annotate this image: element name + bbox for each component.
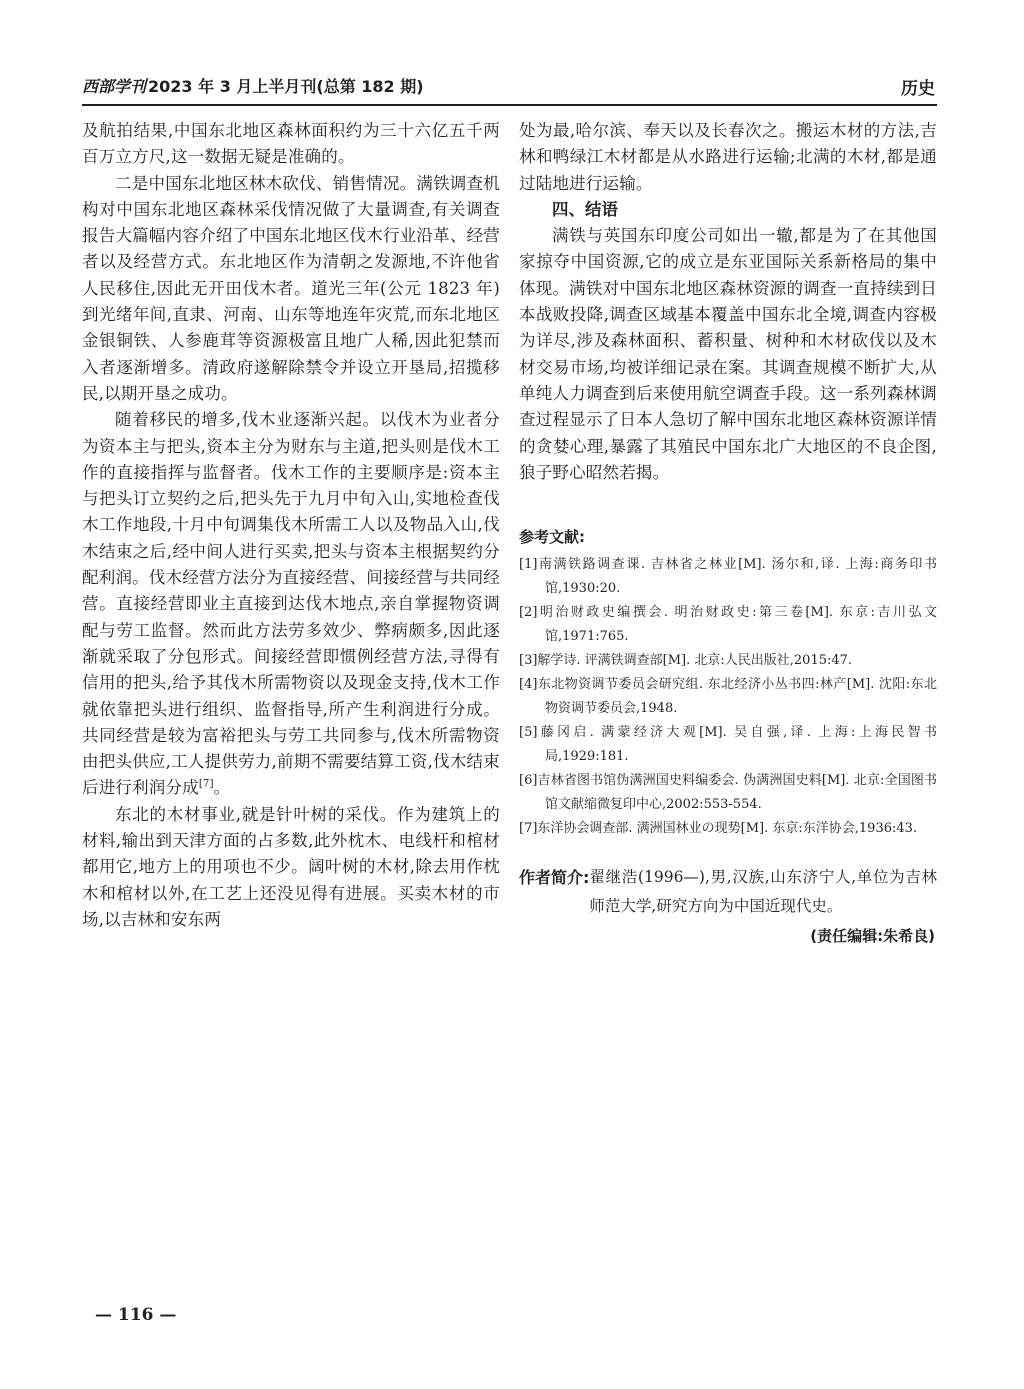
- author-text: 翟继浩(1996—),男,汉族,山东济宁人,单位为吉林师范大学,研究方向为中国近现代史。: [589, 868, 937, 916]
- author-label: 作者简介:: [519, 868, 590, 888]
- author-info: [519, 863, 937, 921]
- responsible-editor: (责任编辑:朱希良): [810, 927, 935, 946]
- reference-item: [2]明治财政史编撰会. 明治财政史:第三卷[M]. 东京:吉川弘文馆,1971:765.: [519, 605, 937, 645]
- reference-item: [5]藤冈启. 满蒙经济大观[M]. 吴自强,译. 上海:上海民智书局,1929:181.: [519, 725, 937, 765]
- section-heading: 四、结语: [552, 199, 618, 219]
- journal-issue: 2023 年 3 月上半月刊(总第 182 期): [148, 77, 424, 96]
- paragraph-5: 处为最,哈尔滨、奉天以及长春次之。搬运木材的方法,吉林和鸭绿江木材都是从水路进行运输;北满的木材,都是通过陆地进行运输。: [519, 121, 937, 193]
- paragraph-3-tail: 。: [213, 778, 231, 798]
- page-header: [82, 70, 937, 106]
- paragraph-1: 及航拍结果,中国东北地区森林面积约为三十六亿五千两百万立方尺,这一数据无疑是准确的。: [82, 121, 500, 167]
- paragraph-4: 东北的木材事业,就是针叶树的采伐。作为建筑上的材料,输出到天津方面的占多数,此外枕木、电线杆和棺材都用它,地方上的用项也不少。阔叶树的木材,除去用作枕木和棺材以外,在工艺上还没见得有进展。买卖木材的市场,以吉林和安东两: [82, 804, 500, 929]
- right-column: [519, 118, 937, 946]
- reference-item: [6]吉林省图书馆伪满洲国史料编委会. 伪满洲国史料[M]. 北京:全国图书馆文献缩微复印中心,2002:553-554.: [519, 773, 937, 813]
- reference-item: [4]东北物资调节委员会研究组. 东北经济小丛书四:林产[M]. 沈阳:东北物资调节委员会,1948.: [519, 677, 937, 717]
- journal-logo: 西部学刊: [82, 77, 147, 96]
- references: [519, 526, 937, 841]
- reference-item: [3]解学诗. 评满铁调查部[M]. 北京:人民出版社,2015:47.: [519, 653, 853, 669]
- paragraph-3-text: 随着移民的增多,伐木业逐渐兴起。以伐木为业者分为资本主与把头,资本主分为财东与主道,把头则是伐木工作的直接指挥与监督者。伐木工作的主要顺序是:资本主与把头订立契约之后,把头先于九月中旬入山,实地检查伐木工作地段,十月中旬调集伐木所需工人以及物品入山,伐木结束之后,经中间人进行买卖,把头与资本主根据契约分配利润。伐木经营方法分为直接经营、间接经营与共同经营。直接经营即业主直接到达伐木地点,亲自掌握物资调配与劳工监督。然而此方法劳多效少、弊病颇多,因此逐渐就采取了分包形式。间接经营即惯例经营方法,寻得有信用的把头,给予其伐木所需物资以及现金支持,伐木工作就依靠把头进行组织、监督指导,所产生利润进行分成。共同经营是较为富裕把头与劳工共同参与,伐木所需物资由把头供应,工人提供劳力,前期不需要结算工资,伐木结束后进行利润分成: [82, 410, 500, 798]
- journal-info: [82, 74, 424, 97]
- paragraph-3: [82, 407, 500, 801]
- citation-mark[interactable]: [7]: [198, 778, 214, 790]
- reference-item: [7]东洋协会调查部. 满洲国林业の现势[M]. 东京:东洋协会,1936:43.: [519, 821, 918, 837]
- paragraph-2: 二是中国东北地区林木砍伐、销售情况。满铁调查机构对中国东北地区森林采伐情况做了大量调查,有关调查报告大篇幅内容介绍了中国东北地区伐木行业沿革、经营者以及经营方式。东北地区作为清朝之发源地,不许他省人民移住,因此无开田伐木者。道光三年(公元 1823 年)到光绪年间,直隶、河南、山东等地连年灾荒,而东北地区金银铜铁、人参鹿茸等资源极富且地广人稀,因此犯禁而入者逐渐增多。清政府遂解除禁令并设立开垦局,招揽移民,以期开垦之成功。: [82, 173, 500, 403]
- reference-list: [519, 553, 937, 841]
- left-column: [82, 118, 500, 933]
- references-title: 参考文献:: [519, 528, 585, 547]
- section-name: 历史: [901, 79, 935, 99]
- page-number: — 116 —: [95, 1305, 177, 1325]
- reference-item: [1]南满铁路调查课. 吉林省之林业[M]. 汤尔和,译. 上海:商务印书馆,1930:20.: [519, 557, 937, 597]
- paragraph-6: 满铁与英国东印度公司如出一辙,都是为了在其他国家掠夺中国资源,它的成立是东亚国际关系新格局的集中体现。满铁对中国东北地区森林资源的调查一直持续到日本战败投降,调查区域基本覆盖中国东北全境,调查内容极为详尽,涉及森林面积、蓄积量、树种和木材砍伐以及木材交易市场,均被详细记录在案。其调查规模不断扩大,从单纯人力调查到后来使用航空调查手段。这一系列森林调查过程显示了日本人急切了解中国东北地区森林资源详情的贪婪心理,暴露了其殖民中国东北广大地区的不良企图,狼子野心昭然若揭。: [519, 226, 937, 482]
